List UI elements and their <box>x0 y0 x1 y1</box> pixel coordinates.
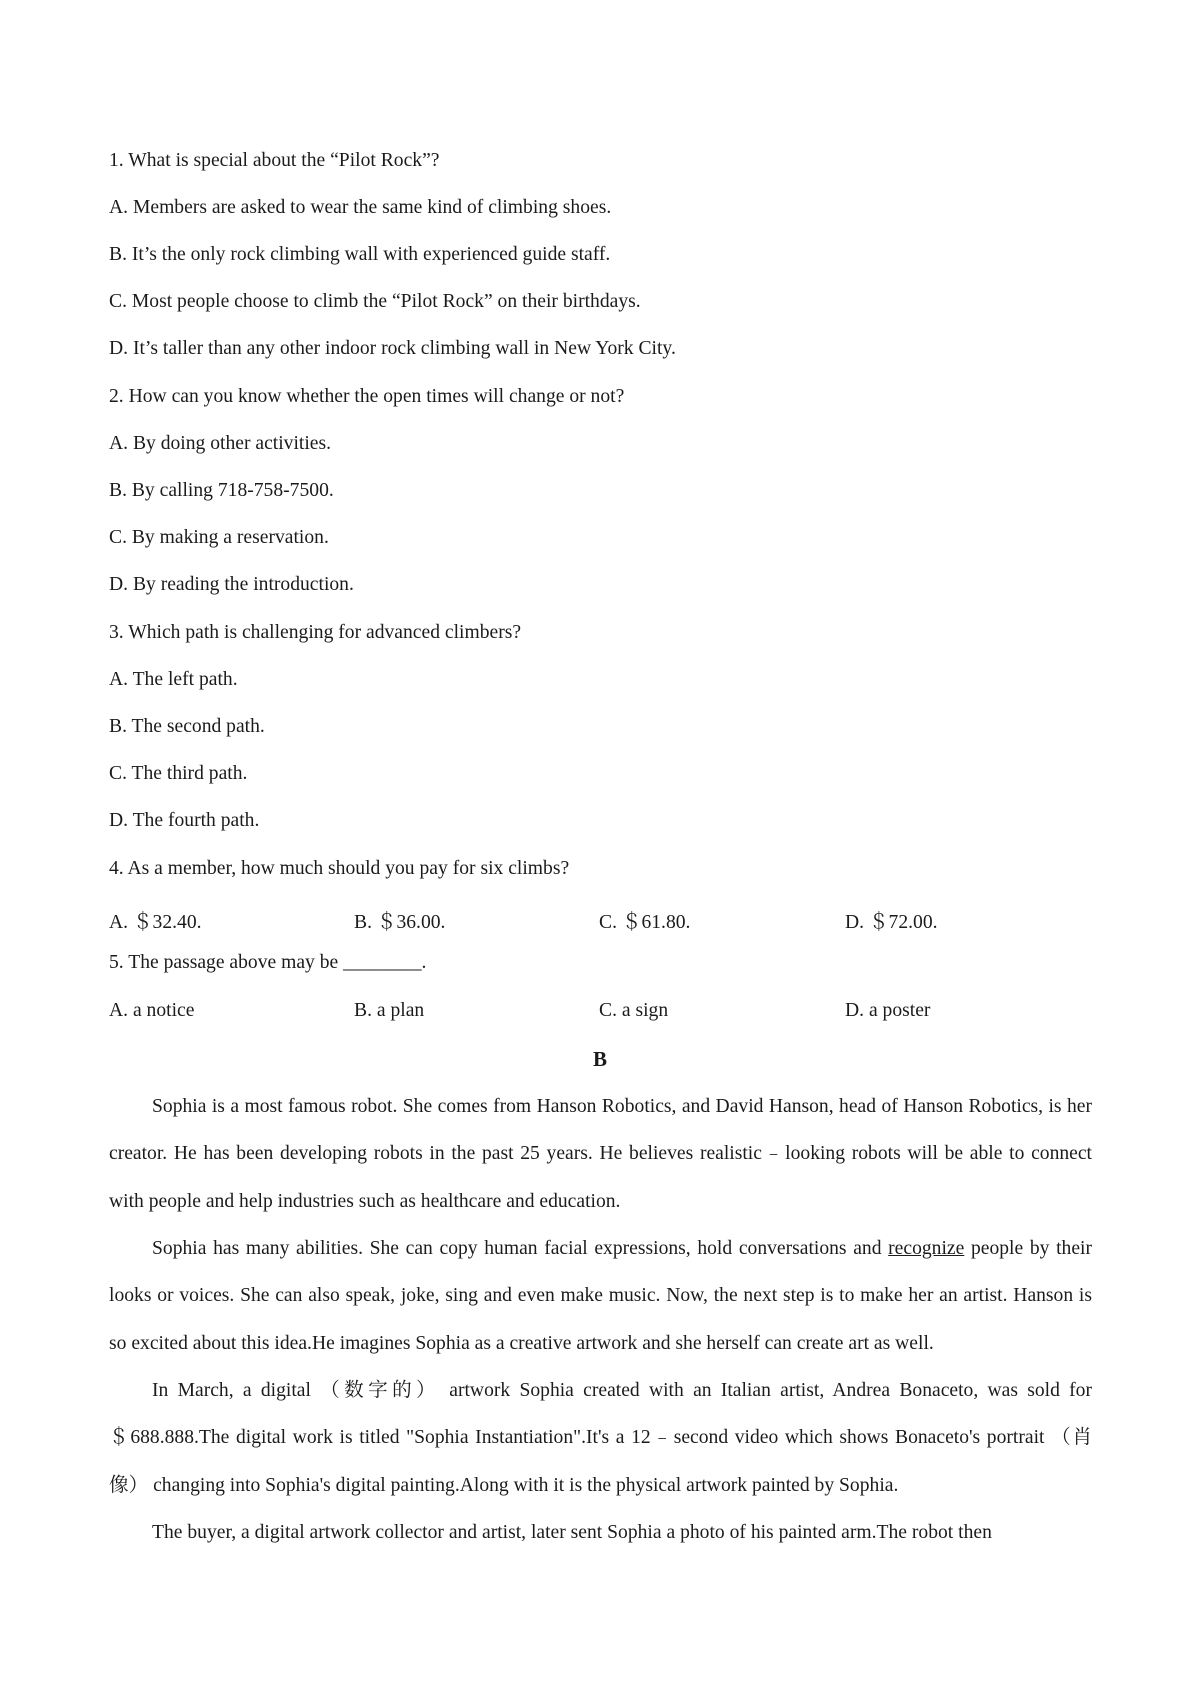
q4-option-d: D. ＄72.00. <box>845 912 938 933</box>
passage-paragraph-2 <box>109 1225 1092 1367</box>
q4-option-c: C. ＄61.80. <box>599 912 691 933</box>
q3-option-a: A. The left path. <box>109 669 238 690</box>
q5-option-c: C. a sign <box>599 1000 669 1021</box>
passage-paragraph-4: The buyer, a digital artwork collector and artist, later sent Sophia a photo of his painted arm.The robot then <box>152 1522 992 1543</box>
q1-option-d: D. It’s taller than any other indoor rock climbing wall in New York City. <box>109 338 676 359</box>
passage-paragraph-3: In March, a digital （数字的） artwork Sophia created with an Italian artist, Andrea Bonaceto, was sold for ＄688.888.The digital work is titled "Sophia Instantiation".It's a 12﹣second video which shows Bonaceto's portrait （肖像） changing into Sophia's digital painting.Along with it is the physical artwork painted by Sophia. <box>109 1380 1092 1496</box>
q5-option-b: B. a plan <box>354 1000 425 1021</box>
passage-paragraph-1: Sophia is a most famous robot. She comes from Hanson Robotics, and David Hanson, head of Hanson Robotics, is her creator. He has been developing robots in the past 25 years. He believes realistic﹣looking robots will be able to connect with people and help industries such as healthcare and education. <box>109 1096 1092 1212</box>
q3-option-b: B. The second path. <box>109 716 265 737</box>
q1-option-c: C. Most people choose to climb the “Pilot Rock” on their birthdays. <box>109 291 641 312</box>
paragraph-2-text-start: Sophia has many abilities. She can copy human facial expressions, hold conversations and <box>152 1238 889 1259</box>
underlined-word-recognize: recognize <box>888 1238 965 1259</box>
q2-option-d: D. By reading the introduction. <box>109 574 354 595</box>
q3-option-d: D. The fourth path. <box>109 810 260 831</box>
q4-option-b: B. ＄36.00. <box>354 912 446 933</box>
section-b-heading: B <box>592 1047 607 1071</box>
question-4: 4. As a member, how much should you pay for six climbs? <box>109 858 570 879</box>
paragraph-2-text-end: people by their looks or voices. She can also speak, joke, sing and even make music. Now, the next step is to make her an artist. Hanson is so excited about this idea.He imagines Sophia as a creative artwork and she herself can create art as well. <box>109 1238 1092 1354</box>
q2-option-b: B. By calling 718-758-7500. <box>109 480 334 501</box>
question-1: 1. What is special about the “Pilot Rock”? <box>109 150 440 171</box>
q5-option-a: A. a notice <box>109 1000 195 1021</box>
question-3: 3. Which path is challenging for advanced climbers? <box>109 622 522 643</box>
q2-option-c: C. By making a reservation. <box>109 527 329 548</box>
q3-option-c: C. The third path. <box>109 763 248 784</box>
q1-option-a: A. Members are asked to wear the same kind of climbing shoes. <box>109 197 612 218</box>
question-5: 5. The passage above may be ________. <box>109 952 427 973</box>
q1-option-b: B. It’s the only rock climbing wall with experienced guide staff. <box>109 244 611 265</box>
q2-option-a: A. By doing other activities. <box>109 433 332 454</box>
q5-option-d: D. a poster <box>845 1000 931 1021</box>
question-2: 2. How can you know whether the open times will change or not? <box>109 386 625 407</box>
q4-option-a: A. ＄32.40. <box>109 912 202 933</box>
